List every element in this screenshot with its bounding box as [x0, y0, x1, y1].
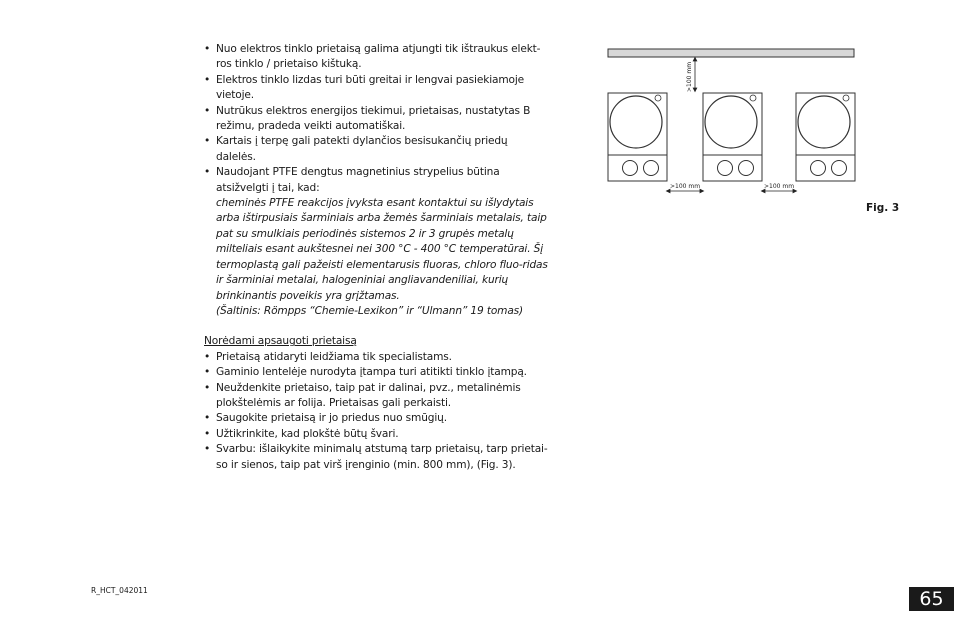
- section-heading: Norėdami apsaugoti prietaisą: [204, 335, 357, 348]
- gap-dimension-label: >100 mm: [764, 183, 795, 190]
- text-column: [204, 42, 549, 473]
- ptfe-italic-note: cheminės PTFE reakcijos įvyksta esant kontaktui su išlydytais arba ištirpusiais šarminiais arba žemės šarminiais metalais, taip pat su smulkiais periodinės sistemos 2 ir 3 grupės metalų milteliais esant aukštesnei nei 300 °C - 400 °C temperatūrai. Šį termoplastą gali pažeisti elementarusis fluoras, chloro fluo-ridas ir šarminiai metalai, halogeniniai angliavandeniliai, kurių brinkinantis poveikis yra grįžtamas.: [216, 197, 548, 302]
- footer-code: R_HCT_042011: [91, 586, 148, 595]
- spacing-figure: [600, 40, 860, 200]
- bullet-list-protection: [204, 350, 549, 473]
- list-item: • Elektros tinklo lizdas turi būti greitai ir lengvai pasiekiamoje vietoje.: [204, 73, 549, 104]
- figure-label: Fig. 3: [866, 202, 900, 214]
- list-item: • Prietaisą atidaryti leidžiama tik specialistams.: [204, 350, 549, 365]
- list-item: • Užtikrinkite, kad plokštė būtų švari.: [204, 427, 549, 442]
- bullet-list-general: [204, 42, 549, 319]
- ptfe-source: (Šaltinis: Römpps “Chemie-Lexikon” ir “Ulmann” 19 tomas): [216, 304, 524, 317]
- vertical-dimension-label: >100 mm: [686, 61, 693, 92]
- wall-shelf: [608, 49, 854, 57]
- list-item: • Kartais į terpę gali patekti dylančios besisukančių priedų dalelės.: [204, 134, 549, 165]
- gap-dimension-label: >100 mm: [670, 183, 701, 190]
- page-number: 65: [909, 587, 954, 611]
- list-item-ptfe: [204, 165, 549, 319]
- list-item: • Saugokite prietaisą ir jo priedus nuo smūgių.: [204, 411, 549, 426]
- ptfe-text: Naudojant PTFE dengtus magnetinius strypelius būtina atsižvelgti į tai, kad:: [216, 166, 500, 194]
- list-item: • Nutrūkus elektros energijos tiekimui, prietaisas, nustatytas B režimu, pradeda veikti automatiškai.: [204, 104, 549, 135]
- list-item: • Nuo elektros tinklo prietaisą galima atjungti tik ištraukus elekt-ros tinklo / prietaiso kištuką.: [204, 42, 549, 73]
- device-unit: [796, 93, 855, 181]
- list-item: • Neuždenkite prietaiso, taip pat ir dalinai, pvz., metalinėmis plokštelėmis ar folija. Prietaisas gali perkaisti.: [204, 381, 549, 412]
- device-unit: [703, 93, 762, 181]
- list-item: • Svarbu: išlaikykite minimalų atstumą tarp prietaisų, tarp prietai-so ir sienos, taip pat virš įrenginio (min. 800 mm), (Fig. 3).: [204, 442, 549, 473]
- device-unit: [608, 93, 667, 181]
- list-item: • Gaminio lentelėje nurodyta įtampa turi atitikti tinklo įtampą.: [204, 365, 549, 380]
